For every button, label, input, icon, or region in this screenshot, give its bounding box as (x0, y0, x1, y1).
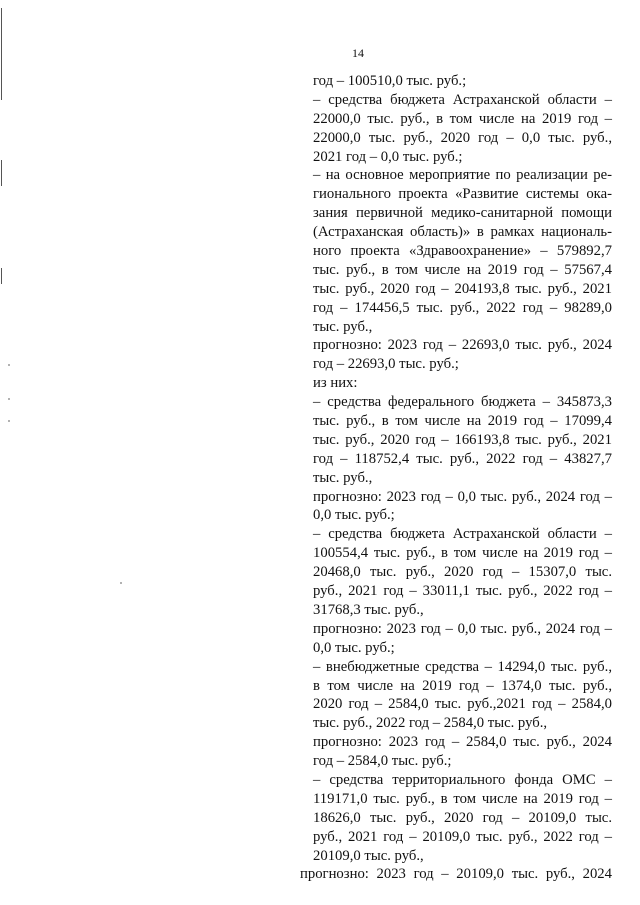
text-line: – средства бюджета Астраханской области – (313, 526, 612, 543)
text-line: год – 118752,4 тыс. руб., 2022 год – 43827,7 (313, 450, 612, 467)
text-line: тыс. руб., в том числе на 2019 год – 57567,4 (313, 261, 612, 278)
scan-dot (8, 420, 10, 422)
text-line: в том числе на 2019 год – 1374,0 тыс. руб., (313, 677, 612, 694)
text-line: 22000,0 тыс. руб., в том числе на 2019 год – (313, 110, 612, 127)
text-line: тыс. руб., 2020 год – 204193,8 тыс. руб., 2021 (313, 280, 612, 297)
text-line: 20109,0 тыс. руб., (313, 847, 424, 864)
text-line: тыс. руб., (313, 318, 373, 335)
text-line: год – 174456,5 тыс. руб., 2022 год – 98289,0 (313, 299, 612, 316)
scan-dot (120, 582, 122, 584)
text-line: год – 2584,0 тыс. руб.; (313, 753, 452, 770)
scan-edge-mark (1, 268, 2, 284)
text-line: зания первичной медико-санитарной помощи (313, 205, 612, 222)
text-line: руб., 2021 год – 33011,1 тыс. руб., 2022 год – (313, 583, 612, 600)
text-line: – на основное мероприятие по реализации ре- (313, 167, 612, 184)
text-line: 119171,0 тыс. руб., в том числе на 2019 год – (313, 790, 612, 807)
text-line: 2021 год – 0,0 тыс. руб.; (313, 148, 463, 165)
document-body (300, 72, 612, 884)
text-line: прогнозно: 2023 год – 20109,0 тыс. руб., 2024 (300, 866, 612, 883)
text-line: гионального проекта «Развитие системы ока- (313, 186, 612, 203)
text-line: 2020 год – 2584,0 тыс. руб.,2021 год – 2584,0 (313, 696, 612, 713)
scan-dot (8, 398, 10, 400)
text-line: (Астраханская область)» в рамках националь- (313, 224, 612, 241)
text-line: 31768,3 тыс. руб., (313, 601, 424, 618)
text-line: – средства территориального фонда ОМС – (313, 771, 612, 788)
text-line: – средства федерального бюджета – 345873,3 (313, 394, 612, 411)
text-line: прогнозно: 2023 год – 22693,0 тыс. руб., 2024 (313, 337, 612, 354)
text-line: ного проекта «Здравоохранение» – 579892,7 (313, 243, 612, 260)
text-line: прогнозно: 2023 год – 2584,0 тыс. руб., 2024 (313, 734, 612, 751)
text-line: тыс. руб., (313, 469, 373, 486)
text-line: тыс. руб., 2022 год – 2584,0 тыс. руб., (313, 715, 548, 732)
text-line: – внебюджетные средства – 14294,0 тыс. руб., (313, 658, 612, 675)
text-line: 0,0 тыс. руб.; (313, 639, 395, 656)
text-line: тыс. руб., 2020 год – 166193,8 тыс. руб., 2021 (313, 431, 612, 448)
text-line: прогнозно: 2023 год – 0,0 тыс. руб., 2024 год – (313, 488, 612, 505)
text-line: – средства бюджета Астраханской области – (313, 91, 612, 108)
scan-dot (8, 364, 10, 366)
text-line: из них: (313, 375, 358, 392)
text-line: 22000,0 тыс. руб., 2020 год – 0,0 тыс. руб., (313, 129, 612, 146)
page-number: 14 (352, 46, 364, 60)
text-line: 20468,0 тыс. руб., 2020 год – 15307,0 тыс. (313, 564, 612, 581)
scan-edge-mark (1, 8, 2, 100)
text-line: год – 100510,0 тыс. руб.; (313, 73, 467, 89)
scan-edge-mark (1, 160, 2, 186)
text-line: руб., 2021 год – 20109,0 тыс. руб., 2022 год – (313, 828, 612, 845)
text-line: прогнозно: 2023 год – 0,0 тыс. руб., 2024 год – (313, 620, 612, 637)
text-line: год – 22693,0 тыс. руб.; (313, 356, 459, 373)
text-line: тыс. руб., в том числе на 2019 год – 17099,4 (313, 413, 612, 430)
text-line: 100554,4 тыс. руб., в том числе на 2019 год – (313, 545, 612, 562)
text-line: 0,0 тыс. руб.; (313, 507, 395, 524)
text-line: 18626,0 тыс. руб., 2020 год – 20109,0 тыс. (313, 809, 612, 826)
